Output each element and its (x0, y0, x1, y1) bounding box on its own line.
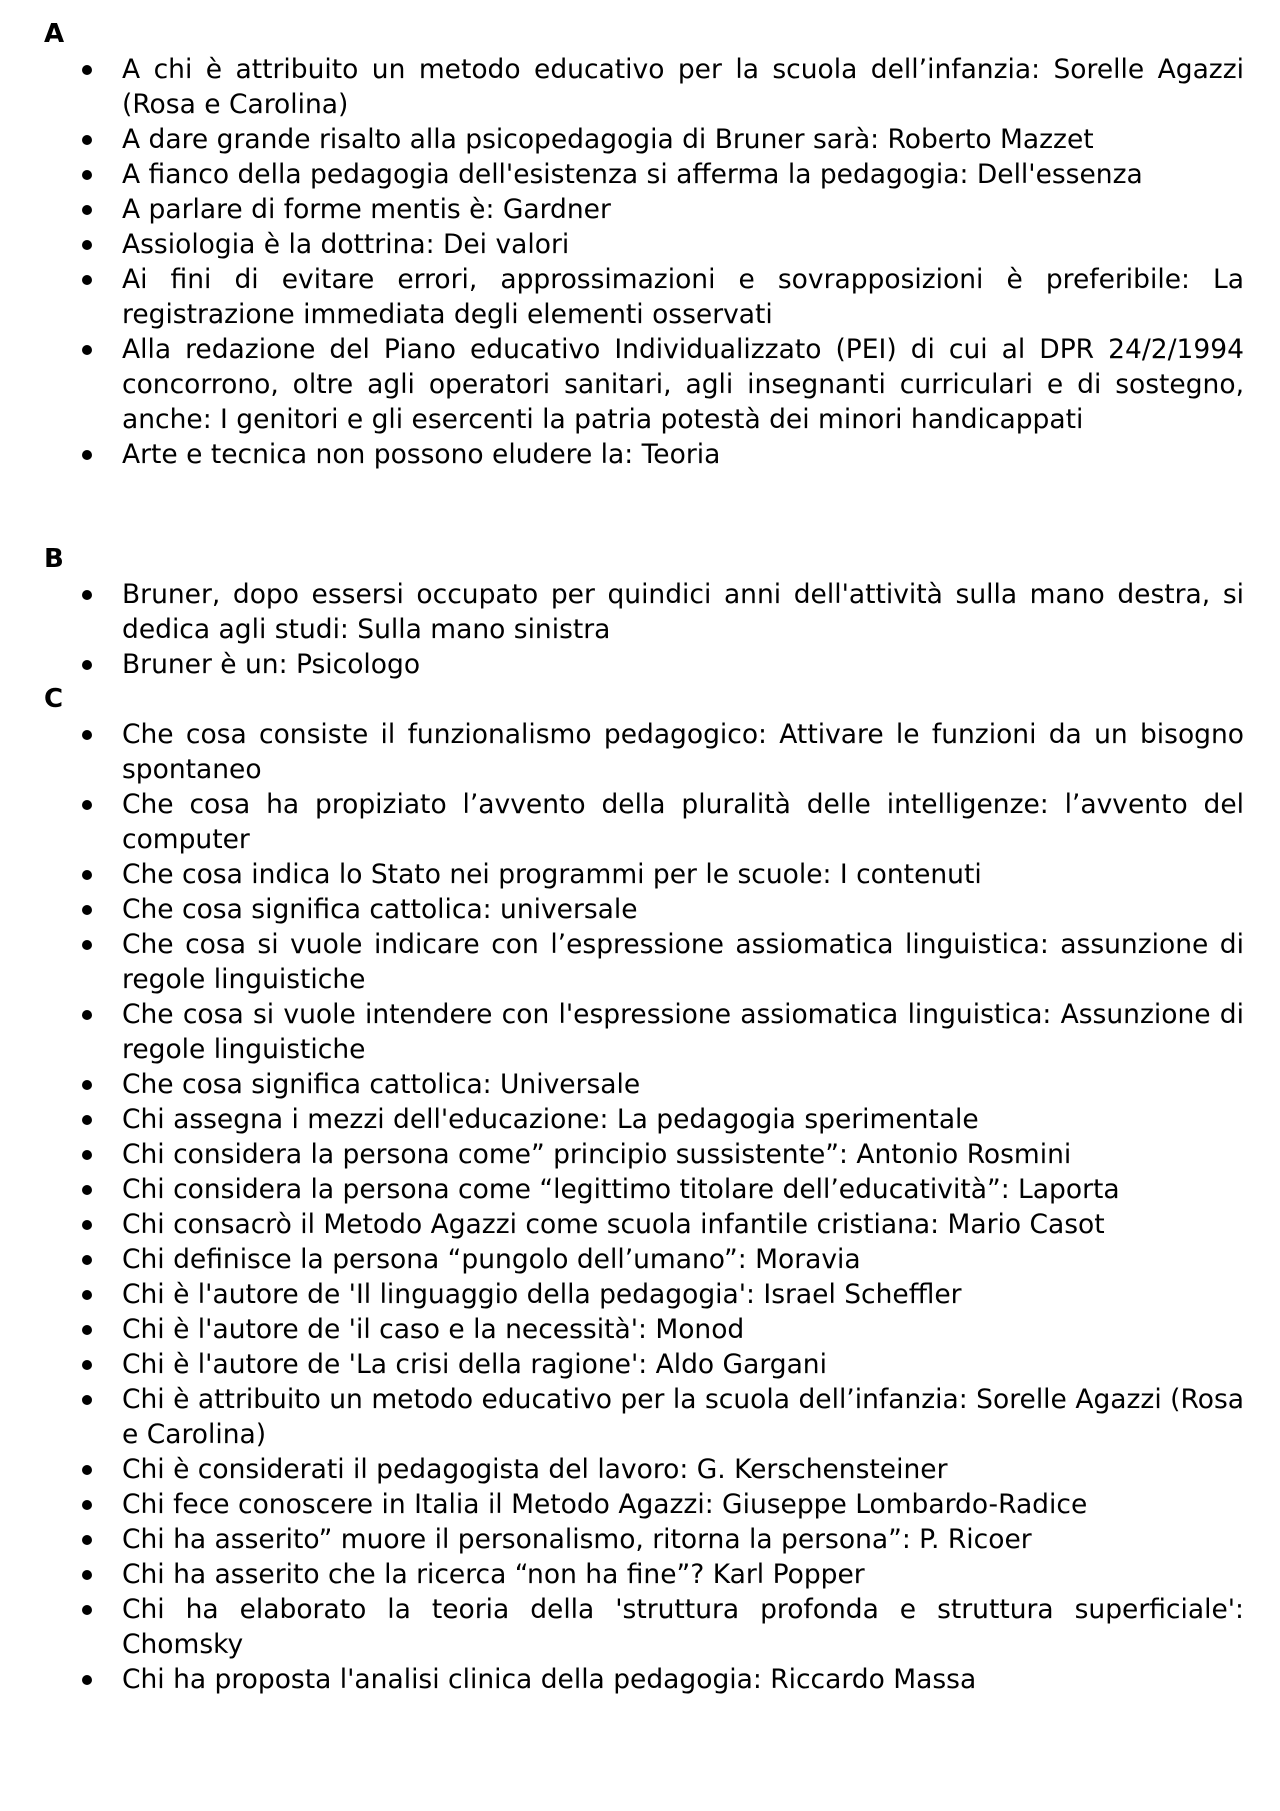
list-item: Chi considera la persona come “legittimo titolare dell’educatività”: Laporta (0, 1172, 1280, 1207)
list-item: Chi considera la persona come” principio sussistente”: Antonio Rosmini (0, 1137, 1280, 1172)
list-item: Bruner è un: Psicologo (0, 647, 1280, 682)
list-item: Chi assegna i mezzi dell'educazione: La pedagogia sperimentale (0, 1102, 1280, 1137)
list-item: Chi è l'autore de 'Il linguaggio della pedagogia': Israel Scheffler (0, 1277, 1280, 1312)
section-letter-a: A (44, 19, 65, 49)
list-item: Che cosa si vuole indicare con l’espressione assiomatica linguistica: assunzione di regole linguistiche (0, 927, 1280, 997)
list-item: Chi ha proposta l'analisi clinica della pedagogia: Riccardo Massa (0, 1662, 1280, 1697)
section-c-list (0, 717, 1280, 1697)
list-item: Chi è l'autore de 'il caso e la necessità': Monod (0, 1312, 1280, 1347)
section-a-list (0, 52, 1280, 472)
list-item: Bruner, dopo essersi occupato per quindici anni dell'attività sulla mano destra, si dedica agli studi: Sulla mano sinistra (0, 577, 1280, 647)
list-item: A dare grande risalto alla psicopedagogia di Bruner sarà: Roberto Mazzet (0, 122, 1280, 157)
list-item: Chi è l'autore de 'La crisi della ragione': Aldo Gargani (0, 1347, 1280, 1382)
list-item: Che cosa ha propiziato l’avvento della pluralità delle intelligenze: l’avvento del computer (0, 787, 1280, 857)
section-b-list (0, 577, 1280, 682)
list-item: Chi consacrò il Metodo Agazzi come scuola infantile cristiana: Mario Casot (0, 1207, 1280, 1242)
list-item: Chi ha asserito che la ricerca “non ha fine”? Karl Popper (0, 1557, 1280, 1592)
list-item: Chi è attribuito un metodo educativo per la scuola dell’infanzia: Sorelle Agazzi (Rosa e Carolina) (0, 1382, 1280, 1452)
list-item: Arte e tecnica non possono eludere la: Teoria (0, 437, 1280, 472)
list-item: Chi è considerati il pedagogista del lavoro: G. Kerschensteiner (0, 1452, 1280, 1487)
list-item: A fianco della pedagogia dell'esistenza si afferma la pedagogia: Dell'essenza (0, 157, 1280, 192)
list-item: Che cosa significa cattolica: universale (0, 892, 1280, 927)
list-item: A parlare di forme mentis è: Gardner (0, 192, 1280, 227)
list-item: Chi fece conoscere in Italia il Metodo Agazzi: Giuseppe Lombardo-Radice (0, 1487, 1280, 1522)
list-item: Ai fini di evitare errori, approssimazioni e sovrapposizioni è preferibile: La registrazione immediata degli elementi osservati (0, 262, 1280, 332)
list-item: Chi ha elaborato la teoria della 'struttura profonda e struttura superficiale': Chomsky (0, 1592, 1280, 1662)
list-item: A chi è attribuito un metodo educativo per la scuola dell’infanzia: Sorelle Agazzi (Rosa e Carolina) (0, 52, 1280, 122)
list-item: Che cosa consiste il funzionalismo pedagogico: Attivare le funzioni da un bisogno spontaneo (0, 717, 1280, 787)
list-item: Chi ha asserito” muore il personalismo, ritorna la persona”: P. Ricoer (0, 1522, 1280, 1557)
list-item: Che cosa si vuole intendere con l'espressione assiomatica linguistica: Assunzione di regole linguistiche (0, 997, 1280, 1067)
list-item: Che cosa significa cattolica: Universale (0, 1067, 1280, 1102)
list-item: Assiologia è la dottrina: Dei valori (0, 227, 1280, 262)
section-letter-b: B (44, 544, 64, 574)
list-item: Che cosa indica lo Stato nei programmi per le scuole: I contenuti (0, 857, 1280, 892)
list-item: Chi definisce la persona “pungolo dell’umano”: Moravia (0, 1242, 1280, 1277)
section-letter-c: C (44, 684, 64, 714)
list-item: Alla redazione del Piano educativo Individualizzato (PEI) di cui al DPR 24/2/1994 concorrono, oltre agli operatori sanitari, agli insegnanti curriculari e di sostegno, anche: I genitori e gli esercenti la patria potestà dei minori handicappati (0, 332, 1280, 437)
